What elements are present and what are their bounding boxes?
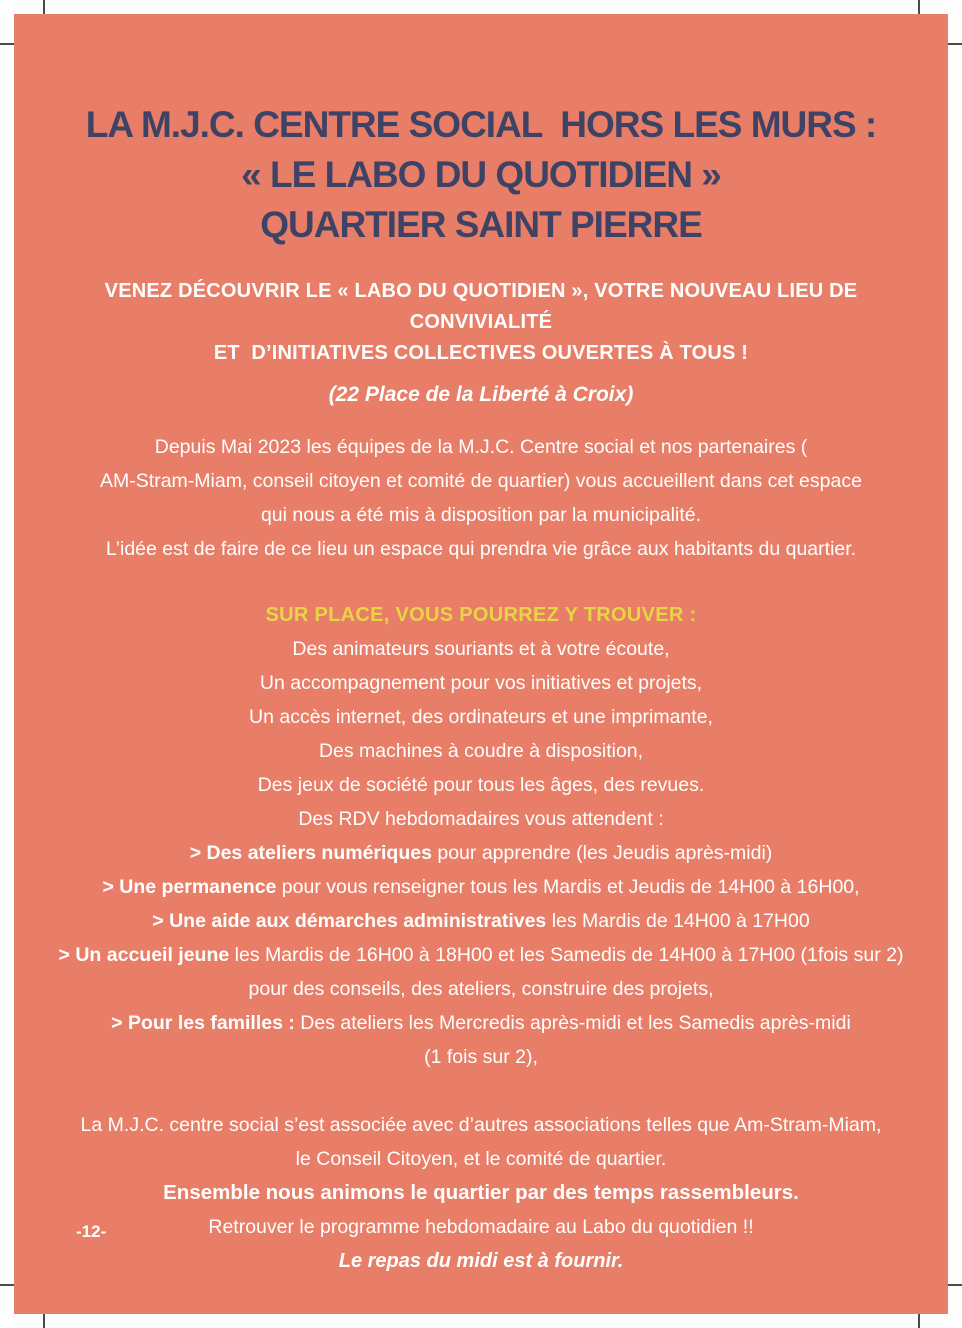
- service-item: Des jeux de société pour tous les âges, des revues.: [257, 774, 705, 796]
- service-item: > Une aide aux démarches administratives les Mardis de 14H00 à 17H00: [152, 910, 810, 932]
- service-item: > Pour les familles : Des ateliers les Mercredis après-midi et les Samedis après-midi: [111, 1012, 851, 1034]
- outro-line-4: Retrouver le programme hebdomadaire au Labo du quotidien !!: [208, 1216, 754, 1238]
- service-item: > Des ateliers numériques pour apprendre (les Jeudis après-midi): [189, 842, 773, 864]
- address-line: (22 Place de la Liberté à Croix): [328, 383, 634, 406]
- page-number: -12-: [76, 1222, 107, 1241]
- outro-line-3: Ensemble nous animons le quartier par des temps rassembleurs.: [163, 1181, 799, 1204]
- service-item: Un accès internet, des ordinateurs et une imprimante,: [249, 706, 713, 728]
- service-item: > Une permanence pour vous renseigner tous les Mardis et Jeudis de 14H00 à 16H00,: [102, 876, 860, 898]
- service-item: (1 fois sur 2),: [424, 1046, 538, 1068]
- service-item: Des animateurs souriants et à votre écoute,: [292, 638, 670, 660]
- services-heading: SUR PLACE, VOUS POURREZ Y TROUVER :: [265, 604, 697, 626]
- outro-line-1: La M.J.C. centre social s’est associée avec d’autres associations telles que Am-Stram-Miam,: [80, 1114, 882, 1136]
- flyer-content: [14, 100, 948, 1278]
- intro-paragraph-line-3: qui nous a été mis à disposition par la municipalité.: [260, 504, 702, 526]
- intro-heading-line-2: ET D’INITIATIVES COLLECTIVES OUVERTES À TOUS !: [213, 342, 749, 364]
- page-title: [38, 100, 924, 250]
- title-line-1: LA M.J.C. CENTRE SOCIAL HORS LES MURS :: [85, 104, 877, 145]
- service-item: Des machines à coudre à disposition,: [318, 740, 644, 762]
- services-list: [38, 632, 924, 1074]
- outro-paragraph: [38, 1108, 924, 1278]
- flyer-page: [14, 14, 948, 1314]
- outro-line-2: le Conseil Citoyen, et le comité de quartier.: [295, 1148, 667, 1170]
- intro-paragraph-line-1: Depuis Mai 2023 les équipes de la M.J.C. Centre social et nos partenaires (: [154, 436, 808, 458]
- service-item: Un accompagnement pour vos initiatives et projets,: [259, 672, 703, 694]
- service-item: Des RDV hebdomadaires vous attendent :: [298, 808, 664, 830]
- intro-paragraph-line-4: L’idée est de faire de ce lieu un espace qui prendra vie grâce aux habitants du quartier.: [105, 538, 857, 560]
- title-line-2: « LE LABO DU QUOTIDIEN »: [241, 154, 721, 195]
- intro-heading-line-1: VENEZ DÉCOUVRIR LE « LABO DU QUOTIDIEN », VOTRE NOUVEAU LIEU DE CONVIVIALITÉ: [104, 280, 864, 333]
- service-item: pour des conseils, des ateliers, construire des projets,: [248, 978, 714, 1000]
- intro-paragraph-line-2: AM-Stram-Miam, conseil citoyen et comité de quartier) vous accueillent dans cet espace: [100, 470, 862, 492]
- intro-paragraph: [38, 430, 924, 566]
- service-item: > Un accueil jeune les Mardis de 16H00 à 18H00 et les Samedis de 14H00 à 17H00 (1fois sur 2): [58, 944, 904, 966]
- intro-heading: [38, 276, 924, 369]
- outro-line-5: Le repas du midi est à fournir.: [338, 1250, 624, 1272]
- title-line-3: QUARTIER SAINT PIERRE: [260, 204, 702, 245]
